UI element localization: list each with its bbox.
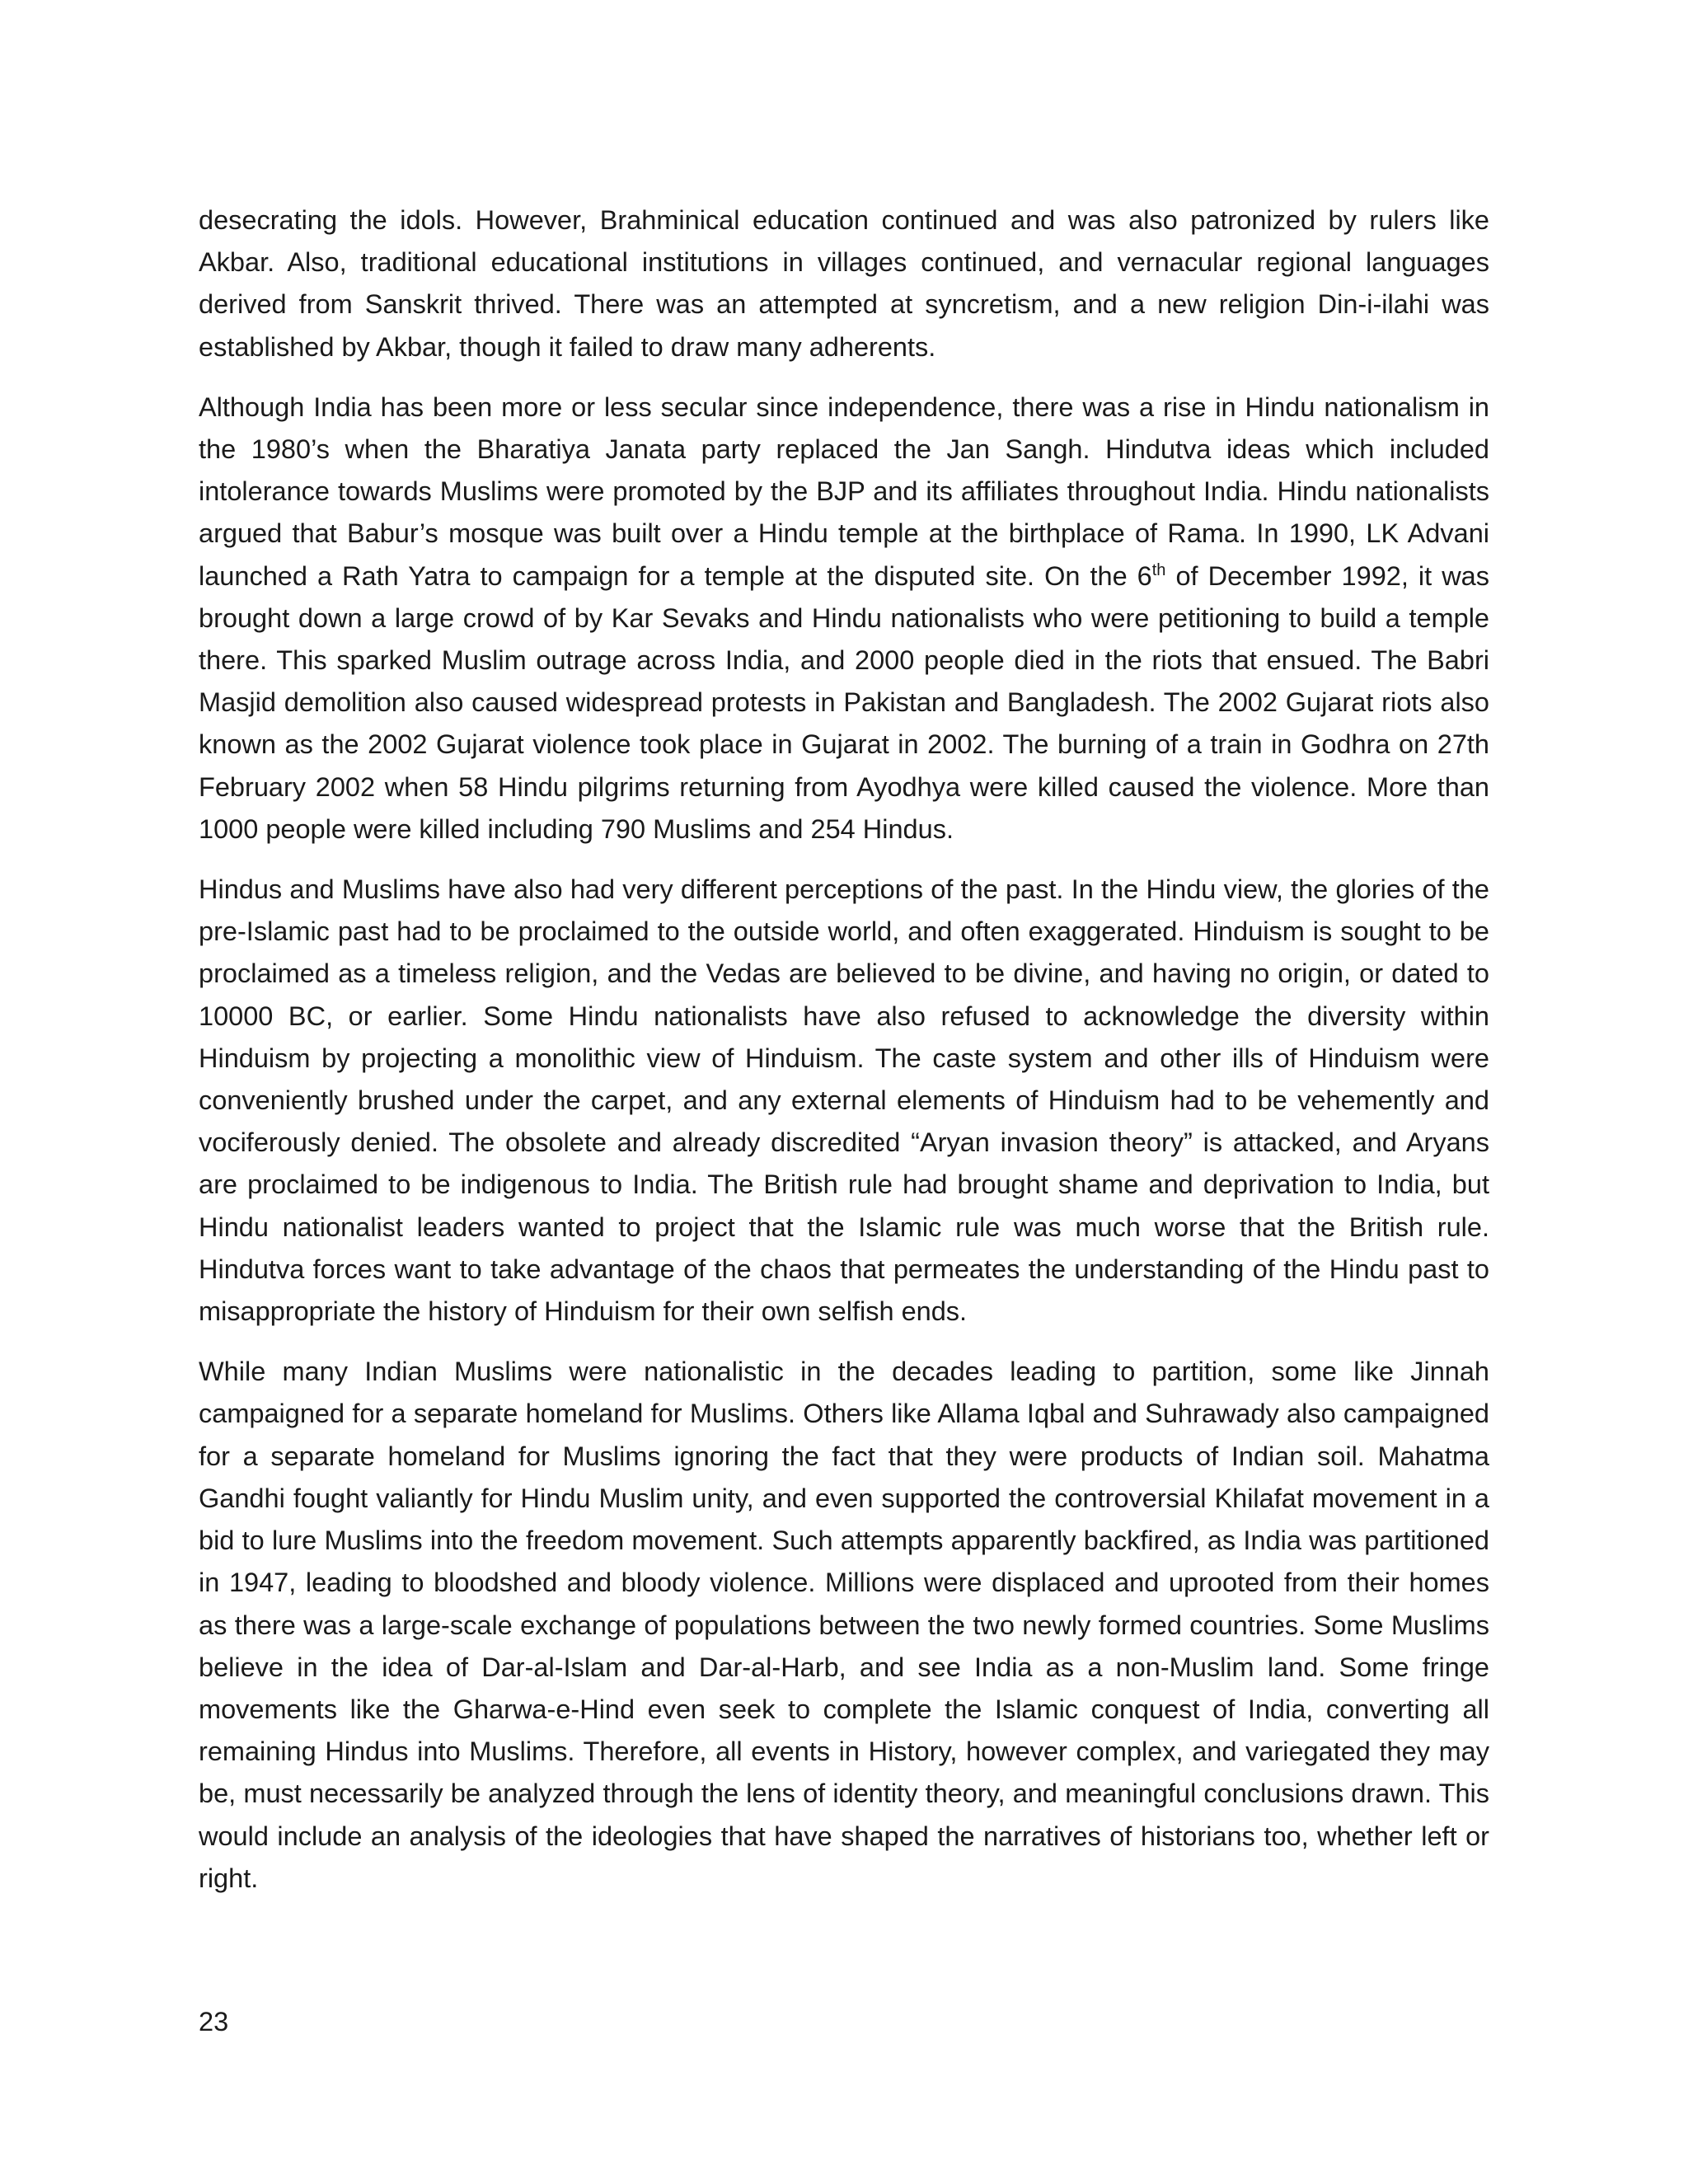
paragraph-1: desecrating the idols. However, Brahminical education continued and was also patronized by rulers like Akbar. Also, traditional educational institutions in villages continued, and vernacular regional languages derived from Sanskrit thrived. There was an attempted at syncretism, and a new religion Din-i-ilahi was established by Akbar, though it failed to draw many adherents. xyxy=(199,205,1489,362)
paragraph-2 xyxy=(199,387,1489,851)
paragraph-2-text-before: Although India has been more or less secular since independence, there was a rise in Hindu nationalism in the 1980’s when the Bharatiya Janata party replaced the Jan Sangh. Hindutva ideas which included intolerance towards Muslims were promoted by the BJP and its affiliates throughout India. Hindu nationalists argued that Babur’s mosque was built over a Hindu temple at the birthplace of Rama. In 1990, LK Advani launched a Rath Yatra to campaign for a temple at the disputed site. On the 6 xyxy=(199,391,1489,591)
page-number: 23 xyxy=(199,2007,229,2036)
paragraph-2-text-after: of December 1992, it was brought down a large crowd of by Kar Sevaks and Hindu nationalists who were petitioning to build a temple there. This sparked Muslim outrage across India, and 2000 people died in the riots that ensued. The Babri Masjid demolition also caused widespread protests in Pakistan and Bangladesh. The 2002 Gujarat riots also known as the 2002 Gujarat violence took place in Gujarat in 2002. The burning of a train in Godhra on 27th February 2002 when 58 Hindu pilgrims returning from Ayodhya were killed caused the violence. More than 1000 people were killed including 790 Muslims and 254 Hindus. xyxy=(199,560,1489,844)
paragraph-3: Hindus and Muslims have also had very different perceptions of the past. In the Hindu view, the glories of the pre-Islamic past had to be proclaimed to the outside world, and often exaggerated. Hinduism is sought to be proclaimed as a timeless religion, and the Vedas are believed to be divine, and having no origin, or dated to 10000 BC, or earlier. Some Hindu nationalists have also refused to acknowledge the diversity within Hinduism by projecting a monolithic view of Hinduism. The caste system and other ills of Hinduism were conveniently brushed under the carpet, and any external elements of Hinduism had to be vehemently and vociferously denied. The obsolete and already discredited “Aryan invasion theory” is attacked, and Aryans are proclaimed to be indigenous to India. The British rule had brought shame and deprivation to India, but Hindu nationalist leaders wanted to project that the Islamic rule was much worse that the British rule. Hindutva forces want to take advantage of the chaos that permeates the understanding of the Hindu past to misappropriate the history of Hinduism for their own selfish ends. xyxy=(199,874,1489,1327)
document-body xyxy=(199,199,1489,1918)
paragraph-4: While many Indian Muslims were nationalistic in the decades leading to partition, some like Jinnah campaigned for a separate homeland for Muslims. Others like Allama Iqbal and Suhrawady also campaigned for a separate homeland for Muslims ignoring the fact that they were products of Indian soil. Mahatma Gandhi fought valiantly for Hindu Muslim unity, and even supported the controversial Khilafat movement in a bid to lure Muslims into the freedom movement. Such attempts apparently backfired, as India was partitioned in 1947, leading to bloodshed and bloody violence. Millions were displaced and uprooted from their homes as there was a large-scale exchange of populations between the two newly formed countries. Some Muslims believe in the idea of Dar-al-Islam and Dar-al-Harb, and see India as a non-Muslim land. Some fringe movements like the Gharwa-e-Hind even seek to complete the Islamic conquest of India, converting all remaining Hindus into Muslims. Therefore, all events in History, however complex, and variegated they may be, must necessarily be analyzed through the lens of identity theory, and meaningful conclusions drawn. This would include an analysis of the ideologies that have shaped the narratives of historians too, whether left or right. xyxy=(199,1357,1489,1893)
ordinal-superscript: th xyxy=(1151,560,1166,579)
